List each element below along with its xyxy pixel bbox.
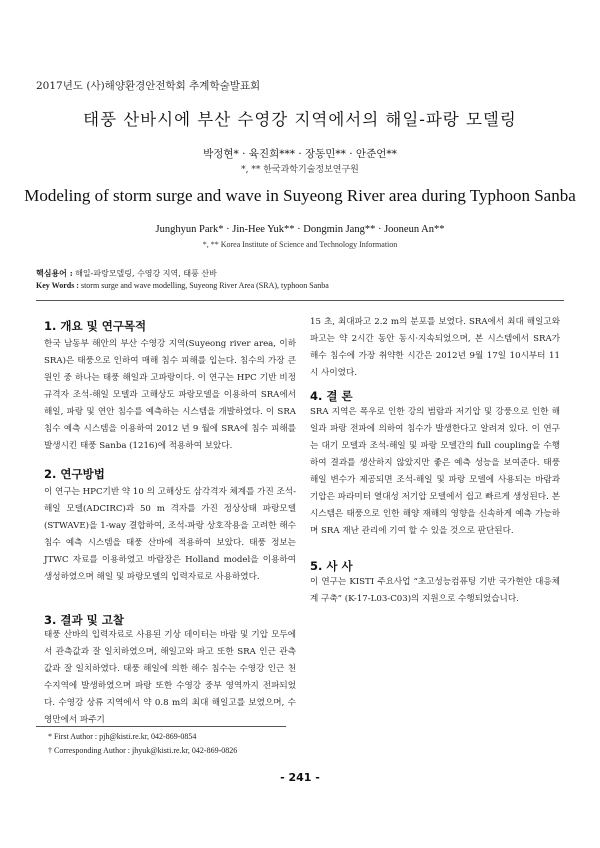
keywords-english-label: Key Words : <box>36 281 79 290</box>
affiliation-korean: *, ** 한국과학기술정보연구원 <box>241 165 359 175</box>
section-3-continued: 15 초, 최대파고 2.2 m의 분포를 보였다. SRA에서 최대 해일고와 파고는 약 2시간 동안 동시·지속되었으며, 본 시스템에서 SRA가 해수 침수에 가장 취약한 시간은 2012년 9월 17일 10시부터 11시 사이였다. <box>310 317 560 378</box>
authors-korean: 박정현* · 육진희*** · 장동민** · 안준언** <box>203 148 397 160</box>
authors-english: Junghyun Park* · Jin-Hee Yuk** · Dongmin Jang** · Jooneun An** <box>155 224 445 235</box>
section-4-body: SRA 지역은 폭우로 인한 강의 범람과 저기압 및 강풍으로 인한 해일과 파랑 전파에 의하여 침수가 발생한다고 알려져 있다. 이 연구는 대기 모델과 조석-해일 및 파랑 모델간의 full coupling을 수행하여 결과를 생산하지 않았지만 좋은 예측 성능을 보여준다. 태풍 해일 변수가 제공되면 조석-해일 및 파랑 모델에 사용되는 바람과 기압은 파라미터 열대성 저기압 모델에서 쉽고 빠르게 생성된다. 본 시스템은 태풍으로 인한 해양 재해의 영향을 신속하게 예측 가능하며 SRA 재난 관리에 기여 할 수 있을 것으로 판단된다. <box>310 407 560 536</box>
section-2-heading: 2. 연구방법 <box>44 467 105 481</box>
keywords-english <box>36 281 329 290</box>
section-3-heading: 3. 결과 및 고찰 <box>44 613 124 627</box>
section-5-body: 이 연구는 KISTI 주요사업 “초고성능컴퓨팅 기반 국가현안 대응체계 구축” (K-17-L03-C03)의 지원으로 수행되었습니다. <box>310 577 560 604</box>
section-3-body: 태풍 산바의 입력자료로 사용된 기상 데이터는 바람 및 기압 모두에서 관측값과 잘 일치하였으며, 해일고와 파고 또한 SRA 인근 관측값과 잘 일치하였다. 태풍 해일에 의한 해수 침수는 수영강 인근 천수지역에 발생하였으며 파랑 또한 수영강 중부 영역까지 전파되었다. 수영강 상류 지역에서 약 0.8 m의 최대 해일고를 보였으며, 수영만에서 파주기 <box>44 630 296 725</box>
footnote-divider <box>36 726 286 727</box>
section-1-body: 한국 남동부 해안의 부산 수영강 지역(Suyeong river area, 이하 SRA)은 태풍으로 인하여 매해 침수 피해를 입는다. 침수의 가장 큰 원인 중 하나는 태풍 해일과 고파랑이다. 이 연구는 HPC 기반 비정규격자 조석-해일 모델과 고해상도 파랑모델을 이용하여 SRA에서 해일, 파랑 및 연안 침수를 예측하는 시스템을 개발하였다. 이 SRA 침수 예측 시스템을 이용하여 2012 년 9 월에 SRA에 침수 피해를 발생시킨 태풍 Sanba (1216)에 적용하여 보았다. <box>44 339 296 451</box>
keywords-korean <box>36 268 217 279</box>
footnote-corresponding-author: † Corresponding Author : jhyuk@kisti.re.kr, 042-869-0826 <box>48 746 238 755</box>
affiliation-english: *, ** Korea Institute of Science and Technology Information <box>202 240 398 249</box>
conference-header: 2017년도 (사)해양환경안전학회 추계학술발표회 <box>36 80 261 92</box>
keywords-english-text: storm surge and wave modelling, Suyeong River Area (SRA), typhoon Sanba <box>78 281 329 290</box>
keywords-korean-label: 핵심용어 : <box>36 268 73 278</box>
paper-title-korean: 태풍 산바시에 부산 수영강 지역에서의 해일-파랑 모델링 <box>83 110 517 129</box>
keywords-korean-text: 해일-파랑모델링, 수영강 지역, 태풍 산바 <box>72 269 217 278</box>
page-number: - 241 - <box>280 771 320 784</box>
section-2-body: 이 연구는 HPC기반 약 10 의 고해상도 삼각격자 체계를 가진 조석-해일 모델(ADCIRC)과 50 m 격자를 가진 정상상태 파랑모델(STWAVE)을 1-way 결합하여, 조석-파랑 상호작용을 고려한 해수 침수 예측 시스템을 태풍 산바에 적용하여 보았다. 태풍 정보는 JTWC 자료를 이용하였고 바람장은 Holland model을 이용하여 생성하였으며 해일 및 파랑모델의 입력자료로 사용하였다. <box>44 487 296 582</box>
section-5-heading: 5. 사 사 <box>310 559 353 573</box>
footnote-first-author: * First Author : pjh@kisti.re.kr, 042-869-0854 <box>48 732 197 741</box>
divider <box>36 300 564 301</box>
paper-title-english: Modeling of storm surge and wave in Suyeong River area during Typhoon Sanba <box>24 186 576 205</box>
section-4-heading: 4. 결 론 <box>310 389 353 403</box>
section-1-heading: 1. 개요 및 연구목적 <box>44 319 147 333</box>
